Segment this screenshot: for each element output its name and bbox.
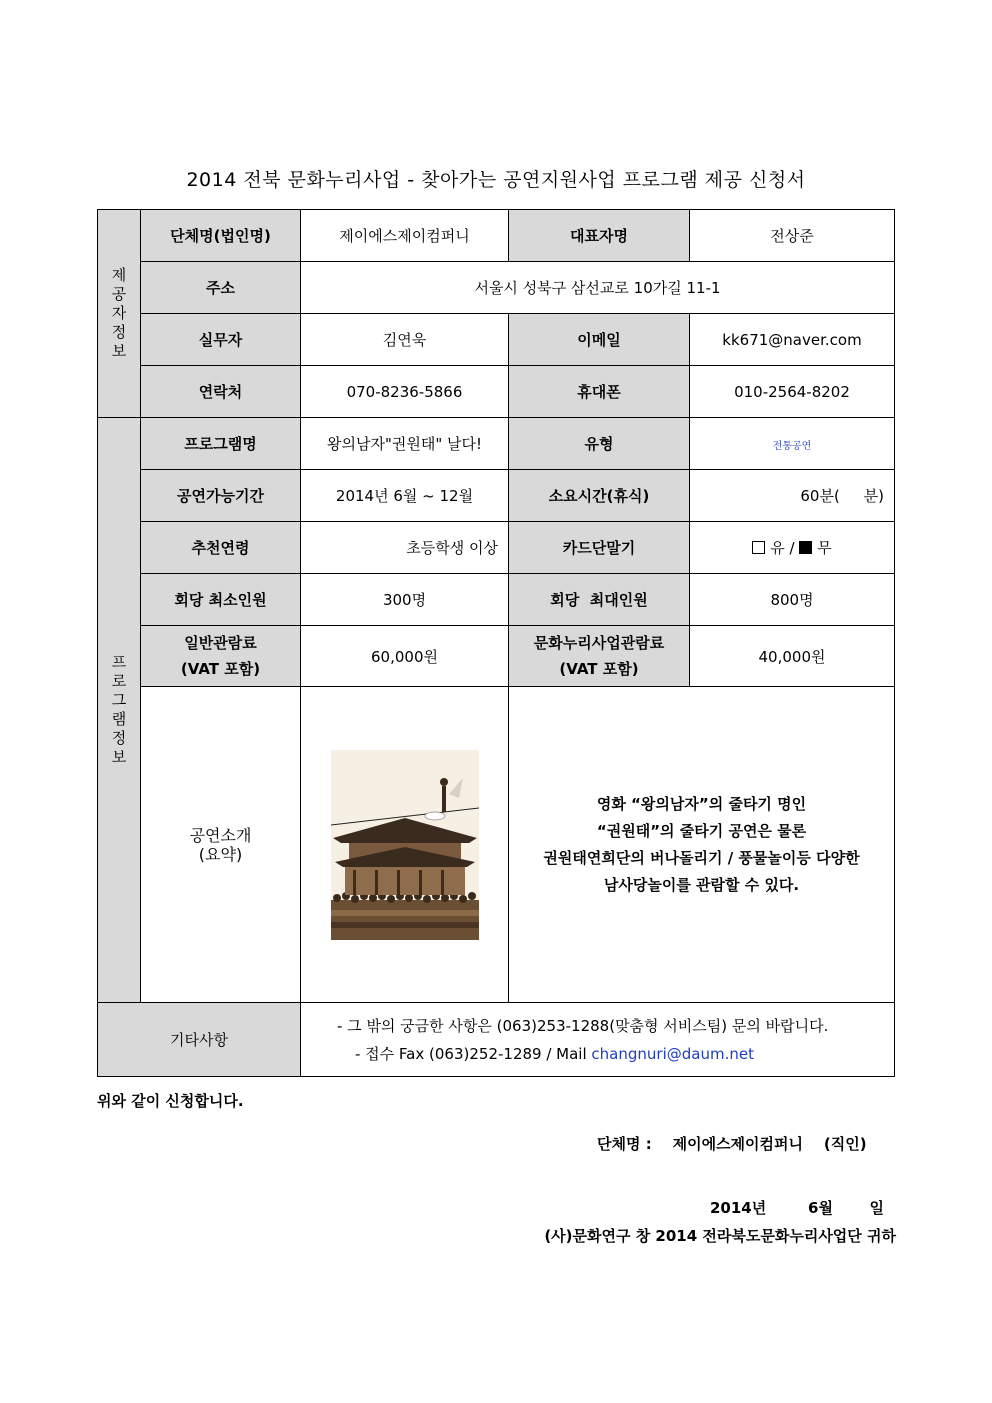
section-provider-info — [98, 210, 141, 418]
card-yes-checkbox[interactable] — [752, 541, 765, 554]
intro-line: “권원태”의 줄타기 공연은 물론 — [596, 821, 807, 840]
intro-description — [509, 687, 895, 1003]
type-value-text: 전통공연 — [772, 440, 812, 452]
general-fee-label-line1: 일반관람료 — [184, 634, 257, 652]
type-value[interactable] — [690, 418, 895, 470]
footer-date — [710, 1197, 884, 1218]
section-program-info — [98, 418, 141, 1003]
group-name-label: 단체명(법인명) — [141, 210, 301, 262]
table-row — [98, 366, 895, 418]
footer-day: 일 — [869, 1199, 885, 1217]
table-row — [98, 574, 895, 626]
staff-label: 실무자 — [141, 314, 301, 366]
duration-label: 소요시간(휴식) — [509, 470, 690, 522]
nuri-fee-label-line2: (VAT 포함) — [559, 660, 639, 678]
intro-label-line1: 공연소개 — [189, 825, 252, 845]
max-audience-value[interactable]: 800명 — [690, 574, 895, 626]
mobile-value[interactable]: 010-2564-8202 — [690, 366, 895, 418]
card-no-checkbox[interactable] — [799, 541, 812, 554]
table-row — [98, 210, 895, 262]
application-form-table — [97, 209, 895, 1077]
footer-seal: (직인) — [823, 1135, 867, 1153]
email-value[interactable]: kk671@naver.com — [690, 314, 895, 366]
card-terminal-label: 카드단말기 — [509, 522, 690, 574]
intro-label-line2: (요약) — [198, 844, 243, 864]
performance-photo — [331, 750, 479, 940]
address-label: 주소 — [141, 262, 301, 314]
table-row — [98, 314, 895, 366]
age-value[interactable]: 초등학생 이상 — [301, 522, 509, 574]
period-value[interactable]: 2014년 6월 ~ 12월 — [301, 470, 509, 522]
section-label-provider: 제공자정보 — [111, 266, 127, 360]
page-title: 2014 전북 문화누리사업 - 찾아가는 공연지원사업 프로그램 제공 신청서 — [186, 169, 806, 191]
card-separator: / — [789, 539, 795, 557]
footer-month: 6월 — [808, 1199, 833, 1217]
intro-label — [141, 687, 301, 1003]
nuri-fee-value[interactable]: 40,000원 — [690, 626, 895, 687]
intro-line: 영화 “왕의남자”의 줄타기 명인 — [596, 794, 807, 813]
period-label: 공연가능기간 — [141, 470, 301, 522]
etc-email-link[interactable]: changnuri@daum.net — [591, 1044, 754, 1063]
etc-notes — [301, 1003, 895, 1077]
representative-label: 대표자명 — [509, 210, 690, 262]
card-terminal-options — [690, 522, 895, 574]
table-row — [98, 418, 895, 470]
etc-note-line2 — [337, 1040, 890, 1068]
card-no-label: 무 — [817, 539, 832, 557]
email-label: 이메일 — [509, 314, 690, 366]
footer-group-prefix: 단체명 : — [597, 1135, 652, 1153]
table-row — [98, 262, 895, 314]
intro-line: 권원태연희단의 버나돌리기 / 풍물놀이등 다양한 — [543, 848, 860, 867]
table-row — [98, 687, 895, 1003]
max-audience-label: 회당 최대인원 — [509, 574, 690, 626]
duration-value[interactable]: 60분( 분) — [690, 470, 895, 522]
etc-note-line1: - 그 밖의 궁금한 사항은 (063)253-1288(맞춤형 서비스팀) 문의 바랍니다. — [337, 1016, 829, 1035]
general-fee-value[interactable]: 60,000원 — [301, 626, 509, 687]
table-row — [98, 470, 895, 522]
representative-value[interactable]: 전상준 — [690, 210, 895, 262]
footer-addressee: (사)문화연구 창 2014 전라북도문화누리사업단 귀하 — [544, 1227, 896, 1245]
nuri-fee-label-line1: 문화누리사업관람료 — [533, 634, 665, 652]
phone-value[interactable]: 070-8236-5866 — [301, 366, 509, 418]
phone-label: 연락처 — [141, 366, 301, 418]
program-name-value[interactable]: 왕의남자"권원태" 날다! — [301, 418, 509, 470]
nuri-fee-label — [509, 626, 690, 687]
min-audience-value[interactable]: 300명 — [301, 574, 509, 626]
etc-label: 기타사항 — [98, 1003, 301, 1077]
general-fee-label — [141, 626, 301, 687]
age-label: 추천연령 — [141, 522, 301, 574]
etc-note-line2-text: - 접수 Fax (063)252-1289 / Mail — [355, 1044, 587, 1063]
table-row — [98, 626, 895, 687]
intro-photo-cell — [301, 687, 509, 1003]
table-row — [98, 1003, 895, 1077]
program-name-label: 프로그램명 — [141, 418, 301, 470]
staff-value[interactable]: 김연욱 — [301, 314, 509, 366]
general-fee-label-line2: (VAT 포함) — [180, 660, 261, 678]
table-row — [98, 522, 895, 574]
intro-line: 남사당놀이를 관람할 수 있다. — [603, 875, 800, 894]
address-value[interactable]: 서울시 성북구 삼선교로 10가길 11-1 — [301, 262, 895, 314]
footer-group-name: 제이에스제이컴퍼니 — [672, 1135, 804, 1153]
min-audience-label: 회당 최소인원 — [141, 574, 301, 626]
card-yes-label: 유 — [770, 539, 785, 557]
mobile-label: 휴대폰 — [509, 366, 690, 418]
section-label-program: 프로그램정보 — [111, 653, 127, 766]
type-label: 유형 — [509, 418, 690, 470]
footer-group-line — [597, 1133, 867, 1154]
footer-year: 2014년 — [710, 1199, 767, 1217]
group-name-value[interactable]: 제이에스제이컴퍼니 — [301, 210, 509, 262]
apply-statement: 위와 같이 신청합니다. — [97, 1092, 244, 1110]
